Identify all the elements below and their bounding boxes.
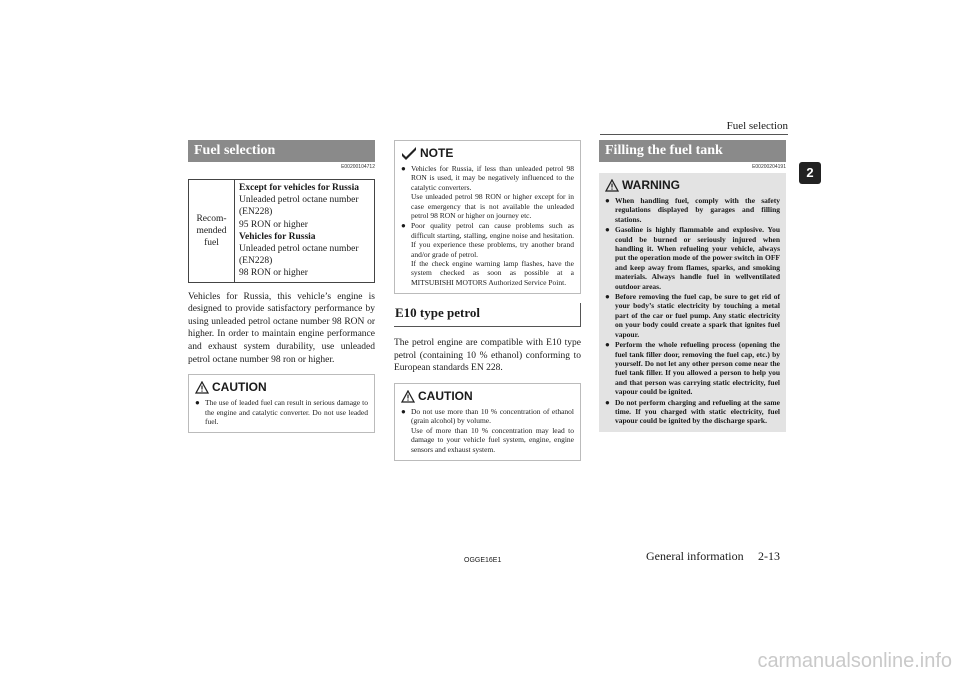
bullet-icon: ●	[605, 196, 610, 205]
list-item	[605, 225, 780, 291]
spec-line: Unleaded petrol octane number (EN228)	[239, 195, 359, 218]
note-paragraph: Vehicles for Russia, if less than unleaded petrol 98 RON is used, it may be negatively influenced to the catalytic converters.	[411, 164, 574, 192]
list-item	[195, 398, 368, 426]
recommended-fuel-table	[188, 179, 375, 283]
warning-label: WARNING	[622, 178, 680, 192]
caution-header	[195, 379, 368, 395]
section-title-e10: E10 type petrol	[394, 303, 581, 327]
column-filling-fuel-tank	[599, 140, 786, 432]
note-box	[394, 140, 581, 294]
list-item	[605, 340, 780, 396]
caution-paragraph: Use of more than 10 % concentration may lead to damage to your vehicle fuel system, engine, engine sensors and exhaust system.	[411, 425, 574, 454]
caution-header	[401, 388, 574, 404]
bullet-icon: ●	[605, 225, 610, 235]
caution-text: The use of leaded fuel can result in serious damage to the engine and catalytic converter. Do not use leaded fuel.	[205, 398, 368, 426]
bullet-icon: ●	[605, 397, 610, 407]
caution-label: CAUTION	[212, 380, 267, 395]
section-code: E00200104712	[341, 164, 375, 170]
table-spec-cell	[235, 180, 375, 283]
warning-text: Gasoline is highly flammable and explosive. You could be burned or seriously injured when handling it. When refueling your vehicle, always put the operation mode of the power switch in OFF and keep away from flames, sparks, and smoking materials. Always handle fuel in wellventilated outdoor areas.	[615, 225, 780, 291]
chapter-tab[interactable]: 2	[799, 162, 821, 184]
fuel-selection-paragraph: Vehicles for Russia, this vehicle’s engine is designed to provide satisfactory performance by using unleaded petrol octane number 98 RON or higher. In order to maintain engine performance and exhaust system durability, use unleaded petrol octane number 98 ron or higher.	[188, 291, 375, 365]
spec-line: Unleaded petrol octane number (EN228)	[239, 244, 359, 267]
warning-header	[605, 177, 780, 193]
note-paragraph: If the check engine warning lamp flashes, have the system checked as soon as possible at a MITSUBISHI MOTORS Authorized Service Point.	[411, 259, 574, 287]
table-row	[189, 180, 375, 283]
bullet-icon: ●	[401, 407, 406, 417]
column-note-e10	[394, 140, 581, 461]
note-paragraph: Poor quality petrol can cause problems such as difficult starting, stalling, engine noise and hesitation. If you experience these problems, try another brand and/or grade of petrol.	[411, 221, 574, 259]
caution-triangle-icon	[401, 390, 415, 403]
warning-text: Before removing the fuel cap, be sure to get rid of your body’s static electricity by touching a metal part of the car or fuel pump. Any static electricity on your body could create a spark that ignites fuel vapour.	[615, 292, 780, 339]
section-title-fuel-selection: Fuel selection	[188, 140, 375, 162]
list-item	[401, 221, 574, 287]
e10-paragraph: The petrol engine are compatible with E10 type petrol (containing 10 % ethanol) conforming to European standards EN 228.	[394, 338, 581, 374]
note-text	[411, 221, 574, 287]
warning-triangle-icon	[605, 179, 619, 192]
list-item	[605, 292, 780, 339]
spec-line: 98 RON or higher	[239, 268, 308, 279]
caution-box-leaded-fuel	[188, 374, 375, 433]
note-paragraph: Use unleaded petrol 98 RON or higher except for in case emergency that is not available the unleaded petrol 98 RON or higher on journey etc.	[411, 192, 574, 221]
warning-text: When handling fuel, comply with the safety regulations displayed by garages and filling stations.	[615, 196, 780, 224]
spec-line: Except for vehicles for Russia	[239, 183, 359, 193]
running-header-title: Fuel selection	[726, 120, 788, 132]
bullet-icon: ●	[195, 398, 200, 408]
header-divider	[600, 134, 788, 135]
caution-paragraph: Do not use more than 10 % concentration of ethanol (grain alcohol) by volume.	[411, 407, 574, 426]
caution-triangle-icon	[195, 381, 209, 394]
document-code: OGGE16E1	[464, 557, 502, 564]
caution-text	[411, 407, 574, 454]
section-title-filling: Filling the fuel tank	[599, 140, 786, 162]
list-item	[401, 407, 574, 454]
bullet-icon: ●	[401, 164, 406, 173]
table-label-cell: Recom-mended fuel	[189, 180, 235, 283]
caution-box-ethanol	[394, 383, 581, 461]
note-check-icon	[401, 146, 417, 160]
list-item	[605, 398, 780, 426]
list-item	[605, 196, 780, 224]
section-code: E00200204191	[752, 164, 786, 170]
warning-text: Perform the whole refueling process (opening the fuel tank filler door, removing the fuel cap, etc.) by yourself. Do not let any other person come near the fuel tank filler. If you allowed a person to help you and that person was carrying static electricity, fuel vapour could be ignited.	[615, 340, 780, 397]
note-label: NOTE	[420, 146, 454, 160]
spec-line: 95 RON or higher	[239, 219, 308, 230]
bullet-icon: ●	[605, 292, 610, 302]
page-number: 2-13	[758, 549, 780, 563]
list-item	[401, 164, 574, 220]
warning-box	[599, 173, 786, 432]
note-header	[401, 145, 574, 161]
caution-label: CAUTION	[418, 389, 473, 404]
spec-line: Vehicles for Russia	[239, 231, 316, 242]
footer-section-name: General information	[646, 549, 744, 563]
column-fuel-selection	[188, 140, 375, 433]
bullet-icon: ●	[605, 340, 610, 350]
bullet-icon: ●	[401, 221, 406, 231]
watermark: carmanualsonline.info	[757, 650, 952, 672]
warning-text: Do not perform charging and refueling at the same time. If you charged with static electricity, fuel vapour could be ignited by the discharge spark.	[615, 397, 780, 426]
note-text	[411, 164, 574, 220]
